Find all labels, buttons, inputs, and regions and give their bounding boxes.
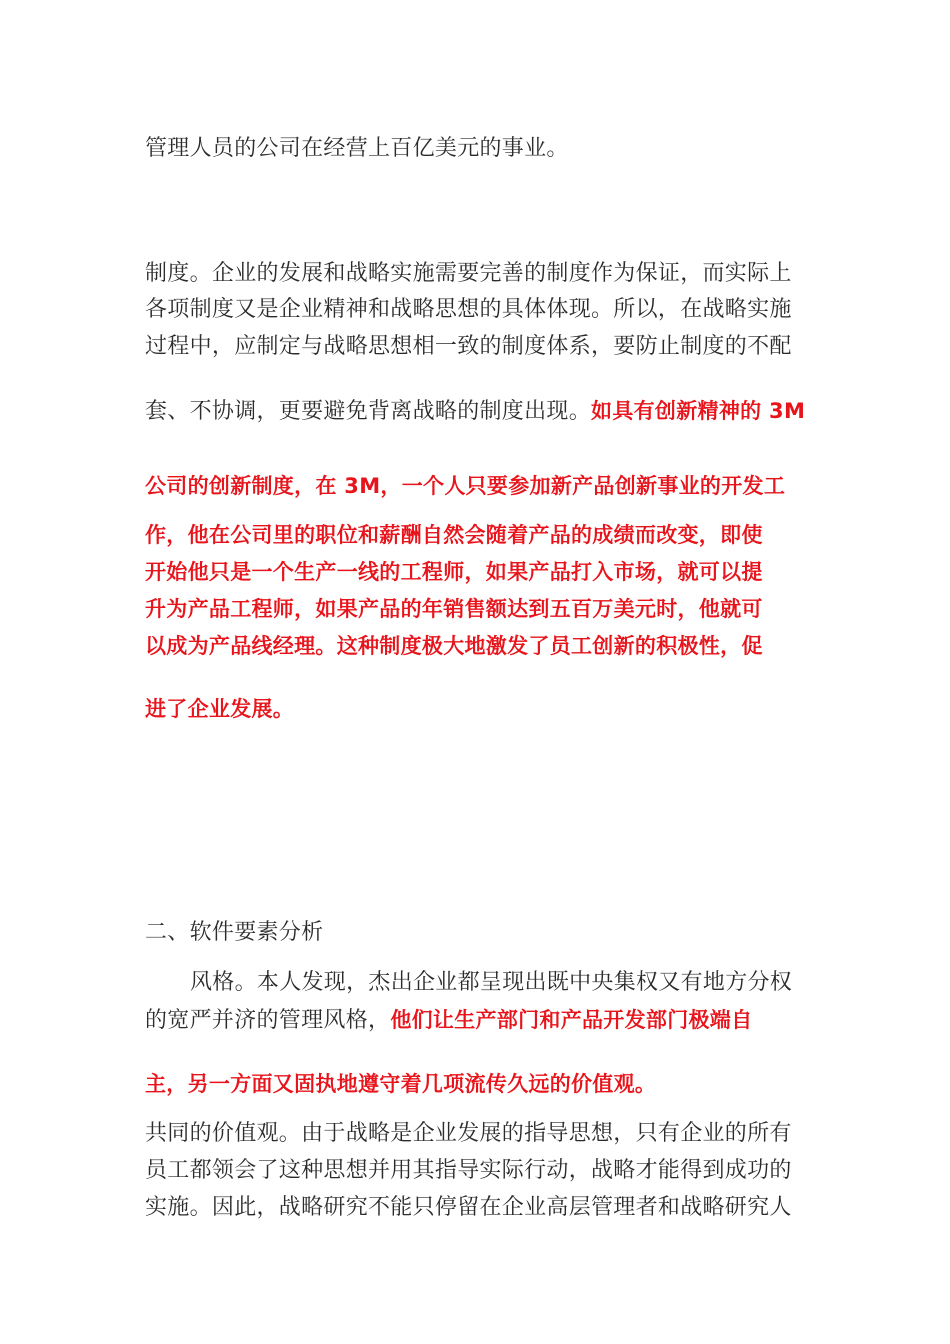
highlighted-line-10: 进了企业发展。: [145, 697, 295, 721]
paragraph-4-line-1: 共同的价值观。由于战略是企业发展的指导思想，只有企业的所有: [145, 1121, 792, 1146]
highlighted-line-7: 开始他只是一个生产一线的工程师，如果产品打入市场，就可以提: [145, 560, 763, 584]
paragraph-3-line-1: 风格。本人发现，杰出企业都呈现出既中央集权又有地方分权: [190, 970, 793, 995]
paragraph-3-line-2-text: 的宽严并济的管理风格，: [145, 1008, 391, 1033]
paragraph-3-line-2: [145, 1005, 752, 1036]
paragraph-2-line-4-text: 套、不协调，更要避免背离战略的制度出现。: [145, 399, 592, 424]
highlighted-text: 如具有创新精神的 3M: [591, 399, 806, 423]
highlighted-line-5: 公司的创新制度，在 3M，一个人只要参加新产品创新事业的开发工: [145, 474, 786, 498]
highlighted-line-6: 作，他在公司里的职位和薪酬自然会随着产品的成绩而改变，即使: [145, 523, 763, 547]
paragraph-2-line-4: [145, 396, 805, 427]
paragraph-4-line-3: 实施。因此，战略研究不能只停留在企业高层管理者和战略研究人: [145, 1195, 792, 1220]
paragraph-2-line-3: 过程中，应制定与战略思想相一致的制度体系，要防止制度的不配: [145, 334, 792, 359]
section-heading: 二、软件要素分析: [145, 920, 324, 945]
highlighted-line-8: 升为产品工程师，如果产品的年销售额达到五百万美元时，他就可: [145, 597, 763, 621]
paragraph-4-line-2: 员工都领会了这种思想并用其指导实际行动，战略才能得到成功的: [145, 1158, 792, 1183]
highlighted-line-9: 以成为产品线经理。这种制度极大地激发了员工创新的积极性，促: [145, 634, 763, 658]
highlighted-text: 他们让生产部门和产品开发部门极端自: [390, 1008, 753, 1032]
paragraph-2-line-1: 制度。企业的发展和战略实施需要完善的制度作为保证，而实际上: [145, 261, 792, 286]
paragraph-1-line-1: 管理人员的公司在经营上百亿美元的事业。: [145, 136, 569, 161]
highlighted-line-p3-3: 主，另一方面又固执地遵守着几项流传久远的价值观。: [145, 1072, 657, 1096]
paragraph-2-line-2: 各项制度又是企业精神和战略思想的具体体现。所以，在战略实施: [145, 297, 792, 322]
